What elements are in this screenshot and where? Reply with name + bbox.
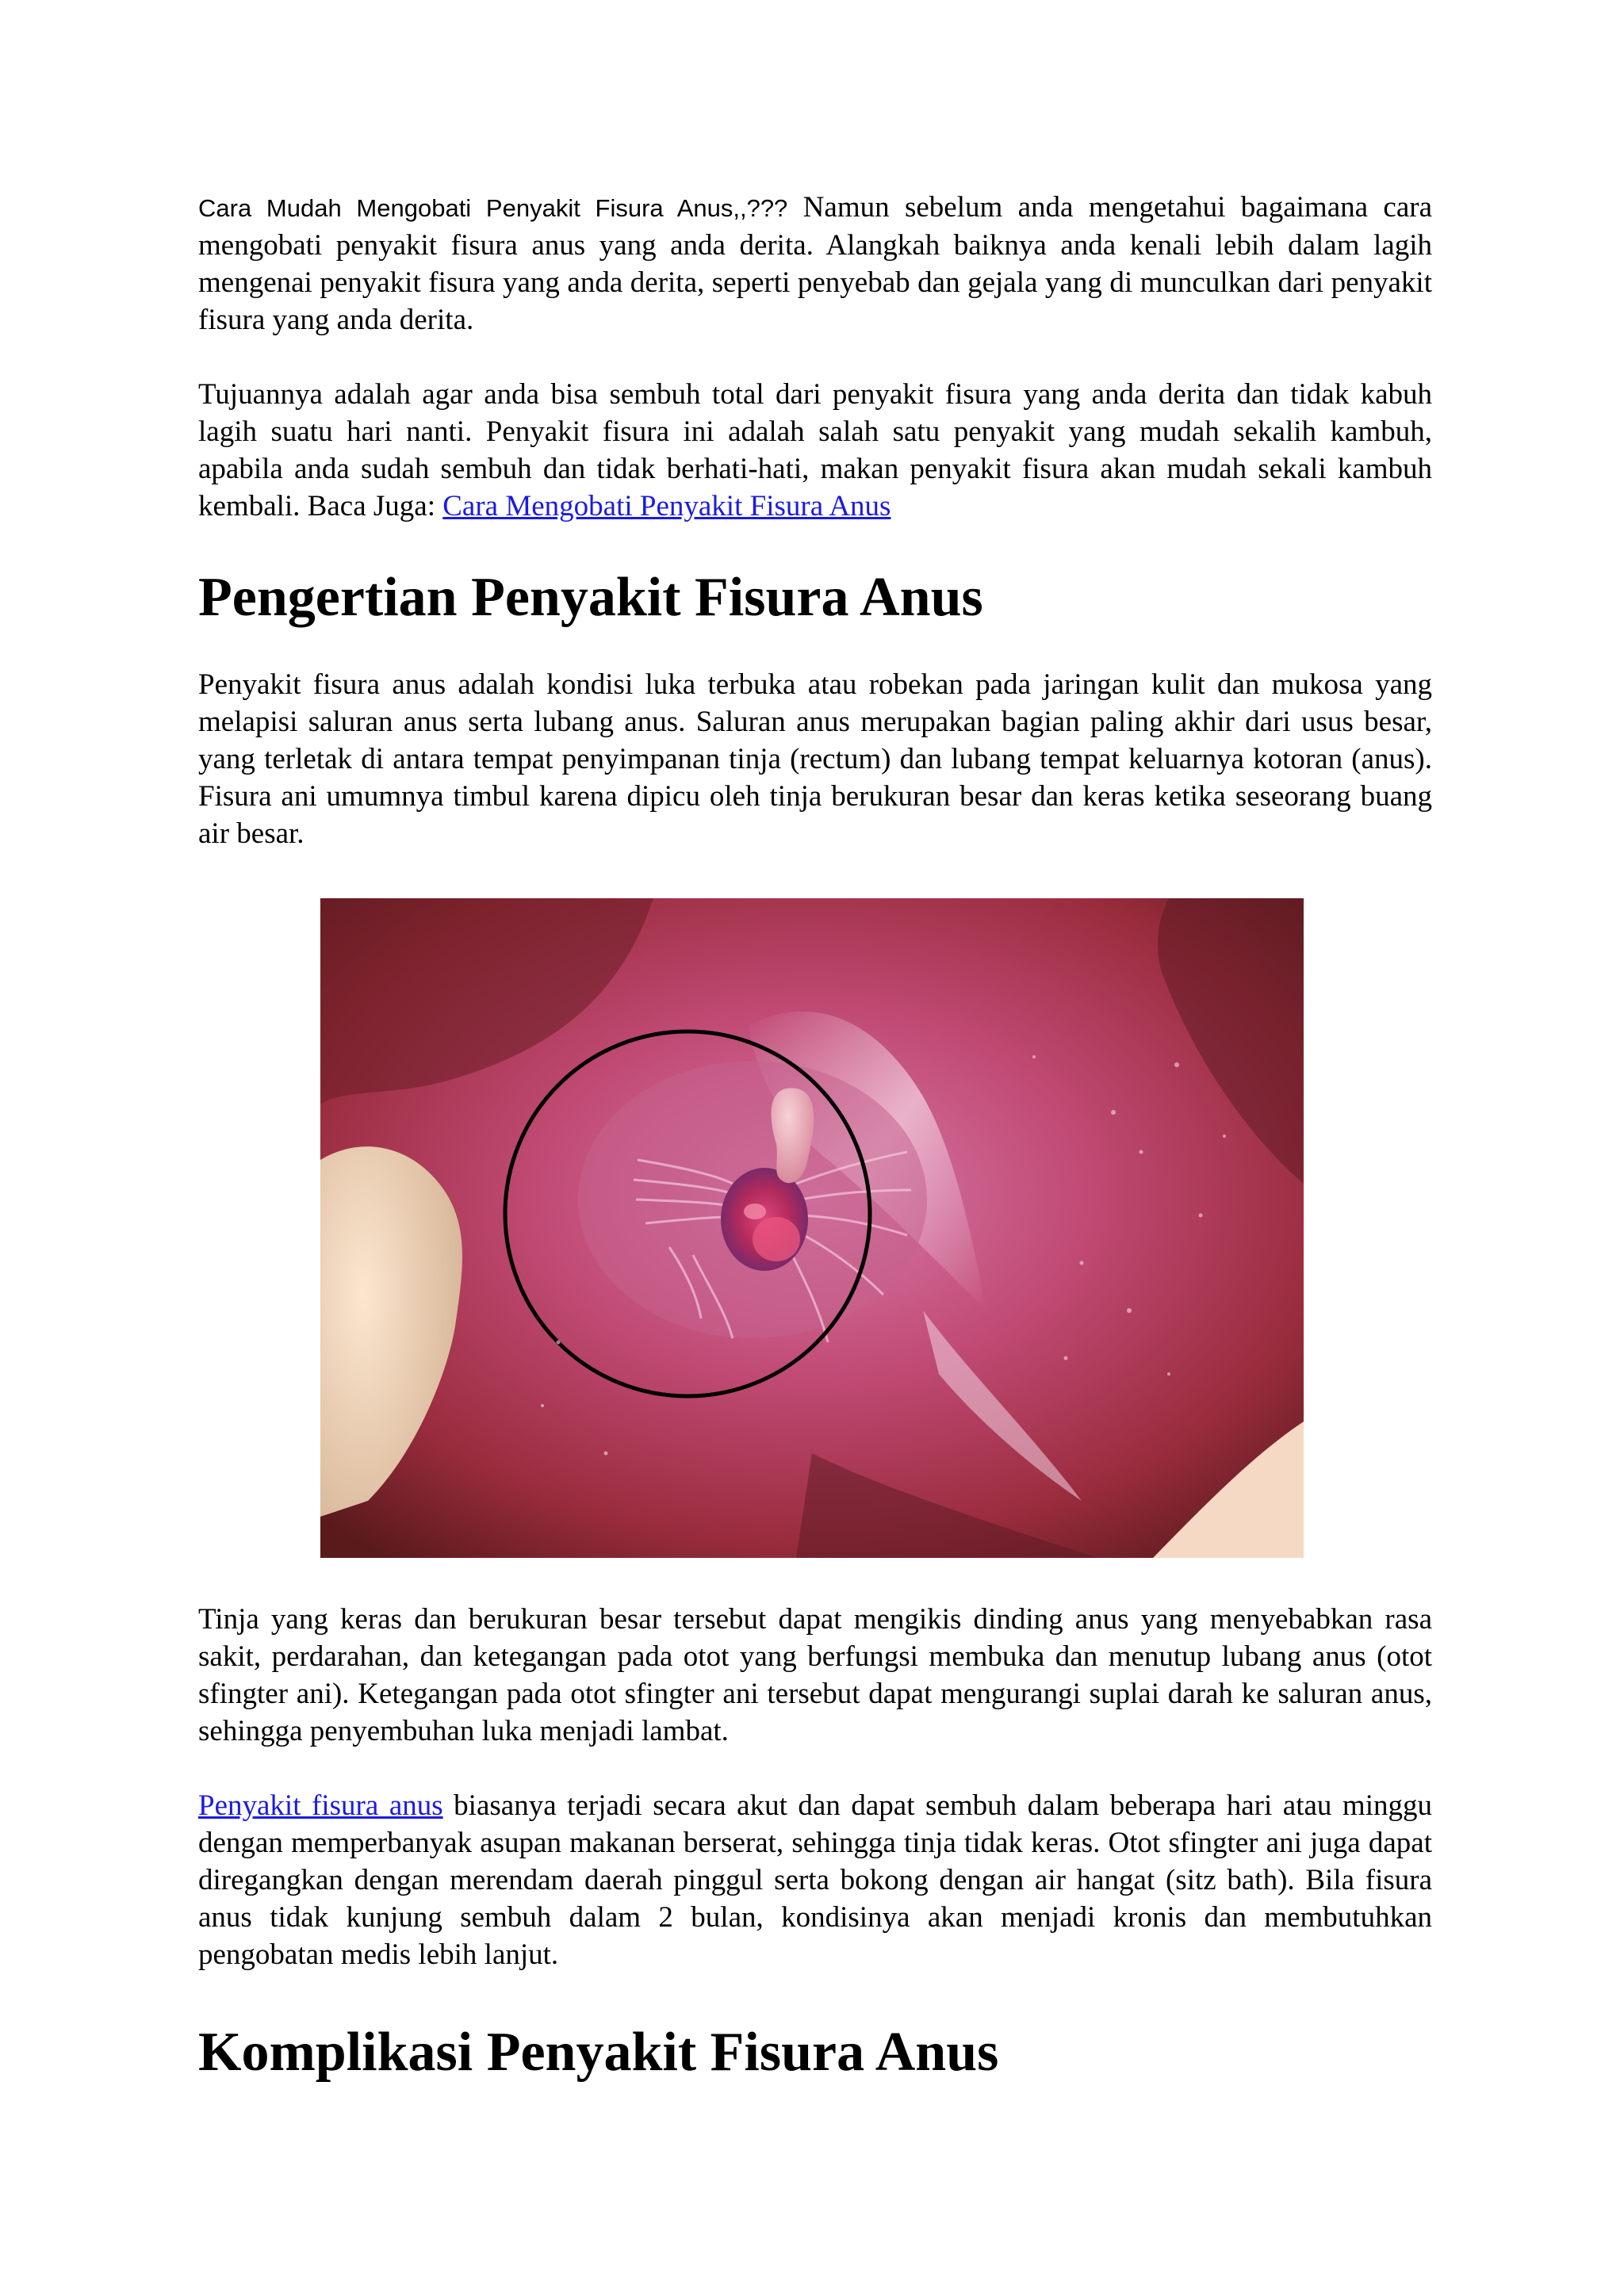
purpose-paragraph	[198, 376, 1432, 525]
section-heading-definition: Pengertian Penyakit Fisura Anus	[198, 567, 983, 628]
treatment-paragraph	[198, 1787, 1432, 1973]
treatment-text: biasanya terjadi secara akut dan dapat sembuh dalam beberapa hari atau minggu dengan memperbanyak asupan makanan berserat, sehingga tinja tidak keras. Otot sfingter ani juga dapat diregangkan dengan merendam daerah pinggul serta bokong dengan air hangat (sitz bath). Bila fisura anus tidak kunjung sembuh dalam 2 bulan, kondisinya akan menjadi kronis dan membutuhkan pengobatan medis lebih lanjut.	[198, 1789, 1432, 1971]
definition-paragraph: Penyakit fisura anus adalah kondisi luka terbuka atau robekan pada jaringan kulit dan mukosa yang melapisi saluran anus serta lubang anus. Saluran anus merupakan bagian paling akhir dari usus besar, yang terletak di antara tempat penyimpanan tinja (rectum) dan lubang tempat keluarnya kotoran (anus). Fisura ani umumnya timbul karena dipicu oleh tinja berukuran besar dan keras ketika seseorang buang air besar.	[198, 668, 1432, 850]
section-heading-complications: Komplikasi Penyakit Fisura Anus	[198, 2022, 999, 2083]
read-also-link[interactable]: Cara Mengobati Penyakit Fisura Anus	[442, 490, 891, 522]
intro-paragraph	[198, 189, 1432, 339]
erosion-paragraph: Tinja yang keras dan berukuran besar tersebut dapat mengikis dinding anus yang menyebabkan rasa sakit, perdarahan, dan ketegangan pada otot yang berfungsi membuka dan menutup lubang anus (otot sfingter ani). Ketegangan pada otot sfingter ani tersebut dapat mengurangi suplai darah ke saluran anus, sehingga penyembuhan luka menjadi lambat.	[198, 1603, 1432, 1747]
medical-photo	[320, 898, 1304, 1558]
intro-lead: Cara Mudah Mengobati Penyakit Fisura Anus,,???	[198, 194, 788, 222]
document-page	[198, 189, 1432, 2086]
purpose-text: Tujuannya adalah agar anda bisa sembuh total dari penyakit fisura yang anda derita dan tidak kabuh lagih suatu hari nanti. Penyakit fisura ini adalah salah satu penyakit yang mudah sekalih kambuh, apabila anda sudah sembuh dan tidak berhati-hati, makan penyakit fisura akan mudah sekali kambuh kembali. Baca Juga:	[198, 378, 1432, 522]
fisura-anus-link[interactable]: Penyakit fisura anus	[198, 1789, 443, 1822]
medical-photo-illustration	[320, 898, 1304, 1558]
intro-text: Namun sebelum anda mengetahui bagaimana cara mengobati penyakit fisura anus yang anda derita. Alangkah baiknya anda kenali lebih dalam lagih mengenai penyakit fisura yang anda derita, seperti penyebab dan gejala yang di munculkan dari penyakit fisura yang anda derita.	[198, 191, 1433, 336]
